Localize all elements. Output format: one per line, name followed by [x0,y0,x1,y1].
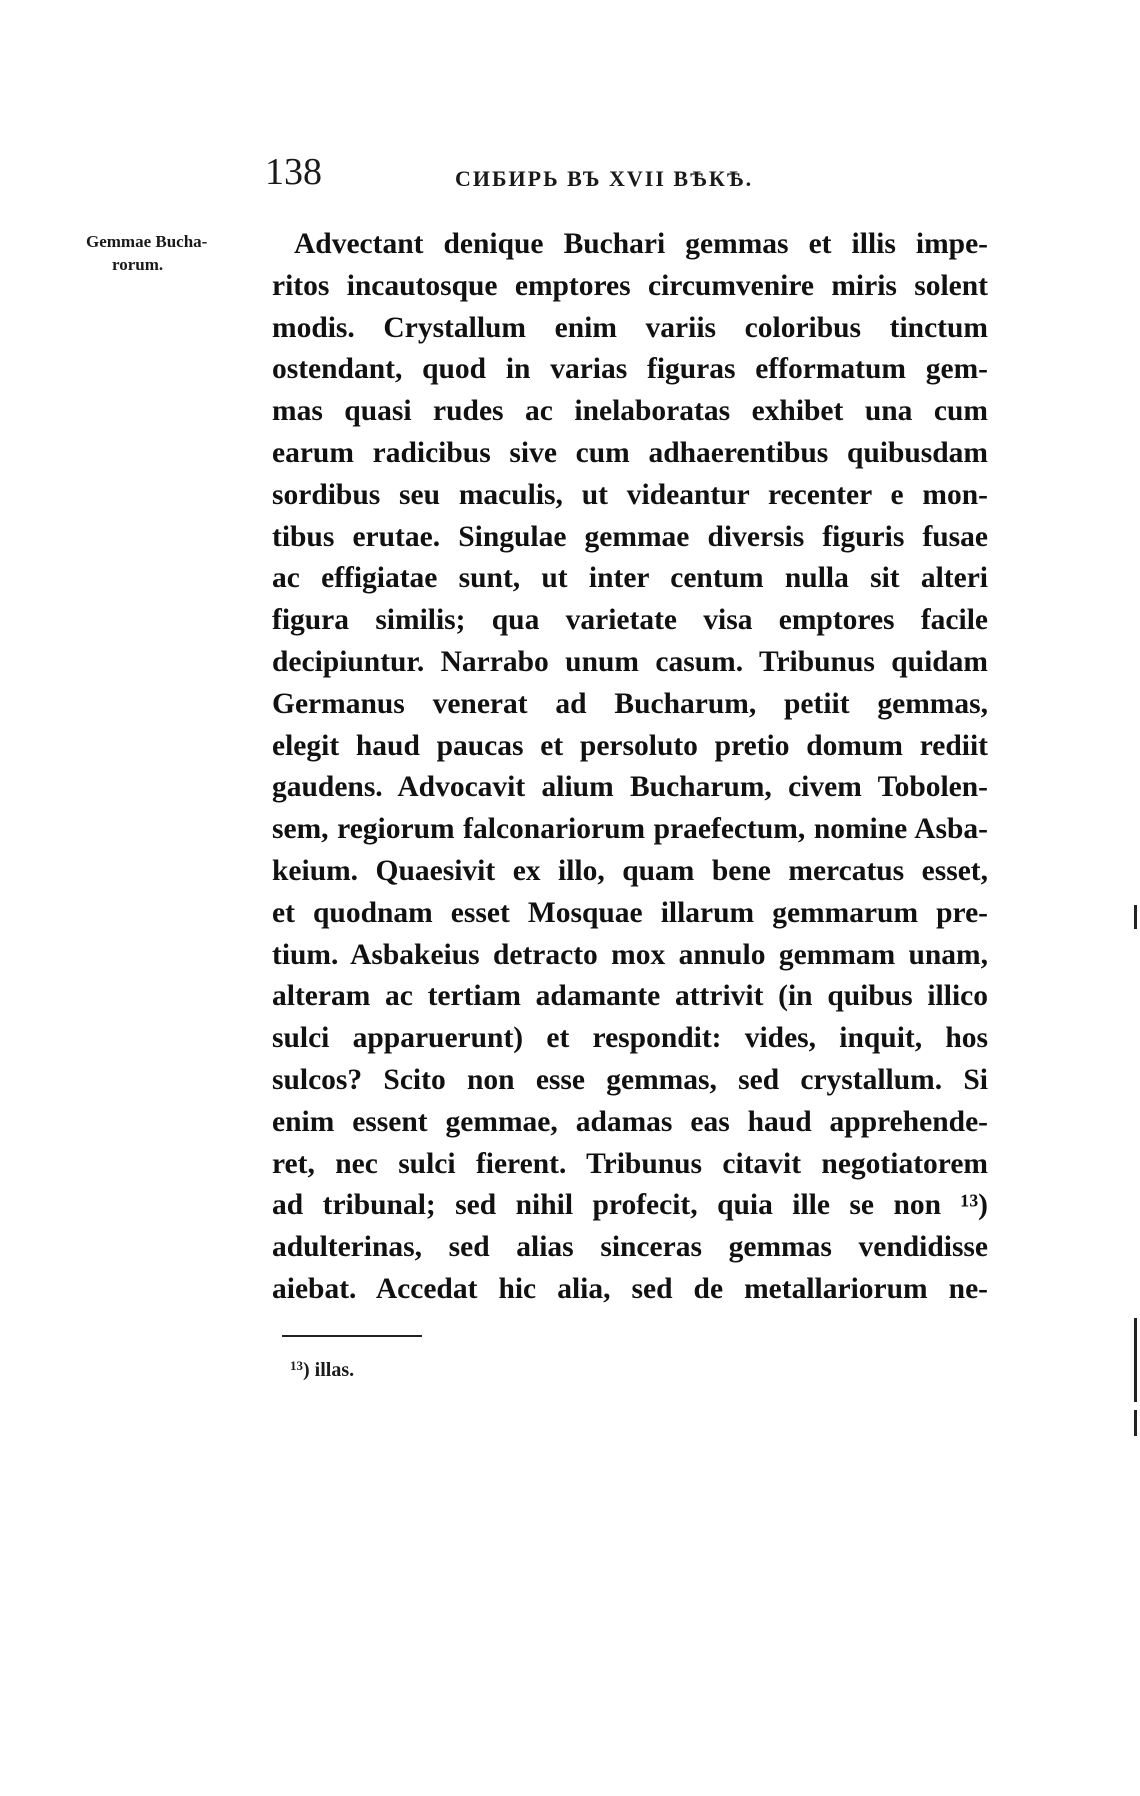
text-line: sulcos? Scito non esse gemmas, sed crystallum. Si [272,1063,988,1096]
margin-note-line: rorum. [112,255,164,274]
text-line: sordibus seu maculis, ut videantur recenter e mon- [272,478,988,511]
text-line: earum radicibus sive cum adhaerentibus quibusdam [272,436,988,469]
text-line: figura similis; qua varietate visa emptores facile [272,604,988,637]
scan-edge-mark [1134,1318,1137,1402]
margin-note-line: Gemmae Bucha- [86,232,208,251]
text-line: gaudens. Advocavit alium Bucharum, civem Tobolen- [272,771,988,804]
page-number: 138 [265,151,322,193]
text-line: ritos incautosque emptores circumvenire miris solent [272,269,988,302]
text-line: tibus erutae. Singulae gemmae diversis figuris fusae [272,520,988,553]
scan-edge-mark [1134,905,1137,929]
text-line: keium. Quaesivit ex illo, quam bene mercatus esset, [272,854,988,887]
running-title: СИБИРЬ ВЪ XVII ВѢКѢ. [455,166,754,191]
footnote [290,1358,354,1382]
text-line: alteram ac tertiam adamante attrivit (in quibus illico [272,980,988,1013]
text-line: elegit haud paucas et persoluto pretio domum rediit [272,729,988,762]
text-line: aiebat. Accedat hic alia, sed de metallariorum ne- [272,1272,988,1305]
text-line: ret, nec sulci fierent. Tribunus citavit negotiatorem [272,1147,988,1180]
text-line: Advectant denique Buchari gemmas et illis impe- [294,228,988,260]
footnote-rule [282,1335,422,1337]
text-line: mas quasi rudes ac inelaboratas exhibet una cum [272,395,988,428]
text-line: sulci apparuerunt) et respondit: vides, inquit, hos [272,1022,988,1055]
text-line: adulterinas, sed alias sinceras gemmas vendidisse [272,1231,988,1264]
text-line: modis. Crystallum enim variis coloribus tinctum [272,311,988,344]
text-line: ad tribunal; sed nihil profecit, quia ille se non ¹³) [272,1189,988,1222]
body-paragraph [272,224,988,1311]
text-line: tium. Asbakeius detracto mox annulo gemmam unam, [272,938,988,971]
footnote-marker: 13 [290,1358,303,1373]
margin-note [86,230,207,276]
text-line: enim essent gemmae, adamas eas haud apprehende- [272,1105,988,1138]
scan-edge-mark [1134,1410,1137,1436]
text-line: ac effigiatae sunt, ut inter centum nulla sit alteri [272,562,988,595]
text-line: et quodnam esset Mosquae illarum gemmarum pre- [272,896,988,929]
footnote-text: ) illas. [303,1359,355,1381]
text-line: decipiuntur. Narrabo unum casum. Tribunus quidam [272,645,988,678]
text-line: sem, regiorum falconariorum praefectum, nomine Asba- [272,813,988,846]
text-line: Germanus venerat ad Bucharum, petiit gemmas, [272,687,988,720]
text-line: ostendant, quod in varias figuras efformatum gem- [272,353,988,386]
